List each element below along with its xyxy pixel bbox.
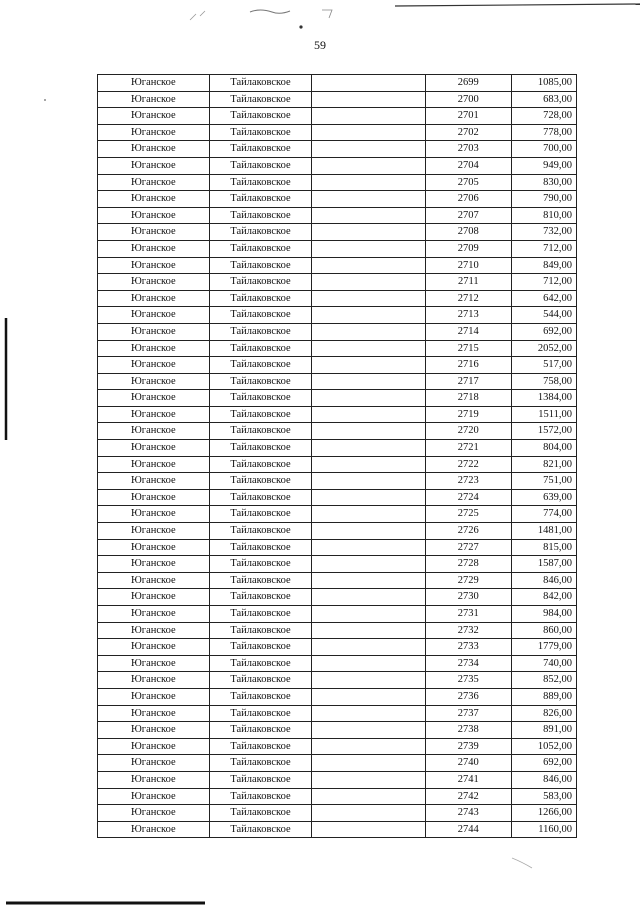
- field-name-cell: Юганское: [98, 771, 210, 788]
- deposit-name-cell: Тайлаковское: [209, 390, 312, 407]
- value-cell: 1160,00: [511, 821, 576, 838]
- value-cell: 583,00: [511, 788, 576, 805]
- well-number-cell: 2702: [426, 124, 512, 141]
- value-cell: 712,00: [511, 240, 576, 257]
- field-name-cell: Юганское: [98, 473, 210, 490]
- field-name-cell: Юганское: [98, 257, 210, 274]
- page-number: 59: [314, 38, 326, 52]
- table-row: [98, 622, 577, 639]
- deposit-name-cell: Тайлаковское: [209, 622, 312, 639]
- deposit-name-cell: Тайлаковское: [209, 440, 312, 457]
- field-name-cell: Юганское: [98, 207, 210, 224]
- value-cell: 751,00: [511, 473, 576, 490]
- value-cell: 842,00: [511, 589, 576, 606]
- empty-cell: [312, 157, 426, 174]
- field-name-cell: Юганское: [98, 606, 210, 623]
- well-number-cell: 2708: [426, 224, 512, 241]
- well-number-cell: 2716: [426, 357, 512, 374]
- field-name-cell: Юганское: [98, 290, 210, 307]
- empty-cell: [312, 556, 426, 573]
- table-row: [98, 738, 577, 755]
- well-number-cell: 2743: [426, 805, 512, 822]
- table-row: [98, 174, 577, 191]
- deposit-name-cell: Тайлаковское: [209, 207, 312, 224]
- empty-cell: [312, 141, 426, 158]
- empty-cell: [312, 688, 426, 705]
- empty-cell: [312, 523, 426, 540]
- table-row: [98, 639, 577, 656]
- empty-cell: [312, 340, 426, 357]
- field-name-cell: Юганское: [98, 788, 210, 805]
- well-number-cell: 2738: [426, 722, 512, 739]
- empty-cell: [312, 91, 426, 108]
- deposit-name-cell: Тайлаковское: [209, 805, 312, 822]
- well-number-cell: 2713: [426, 307, 512, 324]
- field-name-cell: Юганское: [98, 556, 210, 573]
- deposit-name-cell: Тайлаковское: [209, 141, 312, 158]
- deposit-name-cell: Тайлаковское: [209, 91, 312, 108]
- value-cell: 774,00: [511, 506, 576, 523]
- empty-cell: [312, 473, 426, 490]
- field-name-cell: Юганское: [98, 722, 210, 739]
- table-row: [98, 224, 577, 241]
- empty-cell: [312, 489, 426, 506]
- empty-cell: [312, 274, 426, 291]
- empty-cell: [312, 440, 426, 457]
- value-cell: 852,00: [511, 672, 576, 689]
- field-name-cell: Юганское: [98, 506, 210, 523]
- deposit-name-cell: Тайлаковское: [209, 124, 312, 141]
- empty-cell: [312, 755, 426, 772]
- well-number-cell: 2725: [426, 506, 512, 523]
- value-cell: 728,00: [511, 108, 576, 125]
- deposit-name-cell: Тайлаковское: [209, 191, 312, 208]
- well-number-cell: 2731: [426, 606, 512, 623]
- value-cell: 804,00: [511, 440, 576, 457]
- field-name-cell: Юганское: [98, 157, 210, 174]
- value-cell: 790,00: [511, 191, 576, 208]
- value-cell: 692,00: [511, 323, 576, 340]
- field-name-cell: Юганское: [98, 406, 210, 423]
- table-row: [98, 755, 577, 772]
- table-row: [98, 340, 577, 357]
- value-cell: 821,00: [511, 456, 576, 473]
- field-name-cell: Юганское: [98, 141, 210, 158]
- well-number-cell: 2699: [426, 75, 512, 92]
- well-number-cell: 2737: [426, 705, 512, 722]
- value-cell: 984,00: [511, 606, 576, 623]
- well-number-cell: 2715: [426, 340, 512, 357]
- scan-top-edge-line: [395, 4, 640, 6]
- field-name-cell: Юганское: [98, 307, 210, 324]
- field-name-cell: Юганское: [98, 738, 210, 755]
- field-name-cell: Юганское: [98, 75, 210, 92]
- deposit-name-cell: Тайлаковское: [209, 340, 312, 357]
- table-row: [98, 506, 577, 523]
- well-number-cell: 2722: [426, 456, 512, 473]
- field-name-cell: Юганское: [98, 688, 210, 705]
- field-name-cell: Юганское: [98, 489, 210, 506]
- table-row: [98, 473, 577, 490]
- value-cell: 1266,00: [511, 805, 576, 822]
- field-name-cell: Юганское: [98, 274, 210, 291]
- empty-cell: [312, 456, 426, 473]
- field-name-cell: Юганское: [98, 340, 210, 357]
- table-row: [98, 771, 577, 788]
- table-row: [98, 307, 577, 324]
- empty-cell: [312, 224, 426, 241]
- well-number-cell: 2720: [426, 423, 512, 440]
- empty-cell: [312, 357, 426, 374]
- deposit-name-cell: Тайлаковское: [209, 290, 312, 307]
- deposit-name-cell: Тайлаковское: [209, 224, 312, 241]
- table-row: [98, 157, 577, 174]
- field-name-cell: Юганское: [98, 91, 210, 108]
- table-row: [98, 539, 577, 556]
- table-row: [98, 722, 577, 739]
- well-number-cell: 2704: [426, 157, 512, 174]
- table-row: [98, 523, 577, 540]
- empty-cell: [312, 373, 426, 390]
- table-row: [98, 290, 577, 307]
- table-row: [98, 705, 577, 722]
- well-number-cell: 2730: [426, 589, 512, 606]
- deposit-name-cell: Тайлаковское: [209, 456, 312, 473]
- deposit-name-cell: Тайлаковское: [209, 174, 312, 191]
- well-number-cell: 2717: [426, 373, 512, 390]
- field-name-cell: Юганское: [98, 108, 210, 125]
- well-number-cell: 2703: [426, 141, 512, 158]
- value-cell: 1481,00: [511, 523, 576, 540]
- empty-cell: [312, 539, 426, 556]
- scan-speck-bottom-right: [512, 858, 532, 868]
- empty-cell: [312, 805, 426, 822]
- empty-cell: [312, 572, 426, 589]
- field-name-cell: Юганское: [98, 655, 210, 672]
- records-table: [97, 74, 577, 838]
- value-cell: 860,00: [511, 622, 576, 639]
- field-name-cell: Юганское: [98, 456, 210, 473]
- table-row: [98, 688, 577, 705]
- deposit-name-cell: Тайлаковское: [209, 506, 312, 523]
- empty-cell: [312, 672, 426, 689]
- deposit-name-cell: Тайлаковское: [209, 473, 312, 490]
- empty-cell: [312, 606, 426, 623]
- field-name-cell: Юганское: [98, 805, 210, 822]
- field-name-cell: Юганское: [98, 174, 210, 191]
- value-cell: 712,00: [511, 274, 576, 291]
- value-cell: 815,00: [511, 539, 576, 556]
- well-number-cell: 2727: [426, 539, 512, 556]
- scan-speck-top-left: [190, 11, 205, 20]
- deposit-name-cell: Тайлаковское: [209, 589, 312, 606]
- table-row: [98, 191, 577, 208]
- empty-cell: [312, 821, 426, 838]
- empty-cell: [312, 738, 426, 755]
- deposit-name-cell: Тайлаковское: [209, 821, 312, 838]
- table-row: [98, 489, 577, 506]
- well-number-cell: 2724: [426, 489, 512, 506]
- table-row: [98, 274, 577, 291]
- value-cell: 642,00: [511, 290, 576, 307]
- empty-cell: [312, 257, 426, 274]
- field-name-cell: Юганское: [98, 357, 210, 374]
- well-number-cell: 2742: [426, 788, 512, 805]
- value-cell: 1052,00: [511, 738, 576, 755]
- deposit-name-cell: Тайлаковское: [209, 423, 312, 440]
- deposit-name-cell: Тайлаковское: [209, 788, 312, 805]
- deposit-name-cell: Тайлаковское: [209, 75, 312, 92]
- value-cell: 889,00: [511, 688, 576, 705]
- table-row: [98, 655, 577, 672]
- table-row: [98, 373, 577, 390]
- field-name-cell: Юганское: [98, 539, 210, 556]
- scan-dot-left: [44, 99, 46, 101]
- table-row: [98, 606, 577, 623]
- empty-cell: [312, 589, 426, 606]
- value-cell: 846,00: [511, 572, 576, 589]
- field-name-cell: Юганское: [98, 323, 210, 340]
- value-cell: 740,00: [511, 655, 576, 672]
- deposit-name-cell: Тайлаковское: [209, 307, 312, 324]
- empty-cell: [312, 639, 426, 656]
- deposit-name-cell: Тайлаковское: [209, 240, 312, 257]
- table-row: [98, 456, 577, 473]
- value-cell: 810,00: [511, 207, 576, 224]
- deposit-name-cell: Тайлаковское: [209, 323, 312, 340]
- empty-cell: [312, 722, 426, 739]
- table-row: [98, 357, 577, 374]
- well-number-cell: 2701: [426, 108, 512, 125]
- deposit-name-cell: Тайлаковское: [209, 539, 312, 556]
- empty-cell: [312, 406, 426, 423]
- empty-cell: [312, 506, 426, 523]
- empty-cell: [312, 622, 426, 639]
- scan-dot: [299, 25, 302, 28]
- well-number-cell: 2729: [426, 572, 512, 589]
- well-number-cell: 2718: [426, 390, 512, 407]
- field-name-cell: Юганское: [98, 440, 210, 457]
- field-name-cell: Юганское: [98, 224, 210, 241]
- value-cell: 1779,00: [511, 639, 576, 656]
- well-number-cell: 2739: [426, 738, 512, 755]
- deposit-name-cell: Тайлаковское: [209, 771, 312, 788]
- table-row: [98, 240, 577, 257]
- table-row: [98, 805, 577, 822]
- deposit-name-cell: Тайлаковское: [209, 556, 312, 573]
- deposit-name-cell: Тайлаковское: [209, 274, 312, 291]
- deposit-name-cell: Тайлаковское: [209, 688, 312, 705]
- scan-speck-top-right: [322, 10, 332, 18]
- empty-cell: [312, 323, 426, 340]
- value-cell: 849,00: [511, 257, 576, 274]
- table-row: [98, 406, 577, 423]
- well-number-cell: 2710: [426, 257, 512, 274]
- well-number-cell: 2744: [426, 821, 512, 838]
- value-cell: 683,00: [511, 91, 576, 108]
- field-name-cell: Юганское: [98, 191, 210, 208]
- table-row: [98, 423, 577, 440]
- records-table-body: [98, 75, 577, 838]
- well-number-cell: 2712: [426, 290, 512, 307]
- empty-cell: [312, 307, 426, 324]
- field-name-cell: Юганское: [98, 572, 210, 589]
- empty-cell: [312, 240, 426, 257]
- table-row: [98, 440, 577, 457]
- deposit-name-cell: Тайлаковское: [209, 523, 312, 540]
- value-cell: 846,00: [511, 771, 576, 788]
- deposit-name-cell: Тайлаковское: [209, 357, 312, 374]
- well-number-cell: 2732: [426, 622, 512, 639]
- field-name-cell: Юганское: [98, 639, 210, 656]
- field-name-cell: Юганское: [98, 821, 210, 838]
- deposit-name-cell: Тайлаковское: [209, 755, 312, 772]
- empty-cell: [312, 174, 426, 191]
- field-name-cell: Юганское: [98, 589, 210, 606]
- deposit-name-cell: Тайлаковское: [209, 406, 312, 423]
- field-name-cell: Юганское: [98, 423, 210, 440]
- deposit-name-cell: Тайлаковское: [209, 738, 312, 755]
- value-cell: 1085,00: [511, 75, 576, 92]
- value-cell: 758,00: [511, 373, 576, 390]
- table-row: [98, 572, 577, 589]
- deposit-name-cell: Тайлаковское: [209, 157, 312, 174]
- value-cell: 692,00: [511, 755, 576, 772]
- well-number-cell: 2700: [426, 91, 512, 108]
- empty-cell: [312, 207, 426, 224]
- empty-cell: [312, 655, 426, 672]
- empty-cell: [312, 191, 426, 208]
- empty-cell: [312, 705, 426, 722]
- value-cell: 1511,00: [511, 406, 576, 423]
- well-number-cell: 2706: [426, 191, 512, 208]
- empty-cell: [312, 771, 426, 788]
- well-number-cell: 2736: [426, 688, 512, 705]
- deposit-name-cell: Тайлаковское: [209, 672, 312, 689]
- deposit-name-cell: Тайлаковское: [209, 639, 312, 656]
- table-row: [98, 788, 577, 805]
- value-cell: 830,00: [511, 174, 576, 191]
- value-cell: 778,00: [511, 124, 576, 141]
- value-cell: 639,00: [511, 489, 576, 506]
- well-number-cell: 2721: [426, 440, 512, 457]
- table-row: [98, 91, 577, 108]
- deposit-name-cell: Тайлаковское: [209, 489, 312, 506]
- deposit-name-cell: Тайлаковское: [209, 572, 312, 589]
- well-number-cell: 2741: [426, 771, 512, 788]
- empty-cell: [312, 290, 426, 307]
- well-number-cell: 2714: [426, 323, 512, 340]
- table-row: [98, 821, 577, 838]
- field-name-cell: Юганское: [98, 523, 210, 540]
- empty-cell: [312, 423, 426, 440]
- deposit-name-cell: Тайлаковское: [209, 373, 312, 390]
- deposit-name-cell: Тайлаковское: [209, 108, 312, 125]
- deposit-name-cell: Тайлаковское: [209, 722, 312, 739]
- field-name-cell: Юганское: [98, 373, 210, 390]
- empty-cell: [312, 124, 426, 141]
- empty-cell: [312, 108, 426, 125]
- deposit-name-cell: Тайлаковское: [209, 606, 312, 623]
- value-cell: 1587,00: [511, 556, 576, 573]
- table-row: [98, 108, 577, 125]
- deposit-name-cell: Тайлаковское: [209, 655, 312, 672]
- well-number-cell: 2728: [426, 556, 512, 573]
- field-name-cell: Юганское: [98, 672, 210, 689]
- well-number-cell: 2733: [426, 639, 512, 656]
- value-cell: 826,00: [511, 705, 576, 722]
- field-name-cell: Юганское: [98, 755, 210, 772]
- well-number-cell: 2707: [426, 207, 512, 224]
- deposit-name-cell: Тайлаковское: [209, 257, 312, 274]
- well-number-cell: 2740: [426, 755, 512, 772]
- value-cell: 891,00: [511, 722, 576, 739]
- table-row: [98, 390, 577, 407]
- value-cell: 949,00: [511, 157, 576, 174]
- table-row: [98, 207, 577, 224]
- field-name-cell: Юганское: [98, 622, 210, 639]
- well-number-cell: 2711: [426, 274, 512, 291]
- table-row: [98, 556, 577, 573]
- value-cell: 517,00: [511, 357, 576, 374]
- table-row: [98, 323, 577, 340]
- field-name-cell: Юганское: [98, 390, 210, 407]
- field-name-cell: Юганское: [98, 240, 210, 257]
- well-number-cell: 2705: [426, 174, 512, 191]
- table-row: [98, 257, 577, 274]
- value-cell: 1384,00: [511, 390, 576, 407]
- deposit-name-cell: Тайлаковское: [209, 705, 312, 722]
- scan-smudge-top: [250, 10, 290, 13]
- empty-cell: [312, 390, 426, 407]
- well-number-cell: 2726: [426, 523, 512, 540]
- table-row: [98, 124, 577, 141]
- value-cell: 1572,00: [511, 423, 576, 440]
- empty-cell: [312, 788, 426, 805]
- value-cell: 732,00: [511, 224, 576, 241]
- value-cell: 2052,00: [511, 340, 576, 357]
- table-row: [98, 75, 577, 92]
- field-name-cell: Юганское: [98, 705, 210, 722]
- well-number-cell: 2735: [426, 672, 512, 689]
- table-row: [98, 589, 577, 606]
- field-name-cell: Юганское: [98, 124, 210, 141]
- table-row: [98, 672, 577, 689]
- well-number-cell: 2709: [426, 240, 512, 257]
- value-cell: 700,00: [511, 141, 576, 158]
- table-row: [98, 141, 577, 158]
- well-number-cell: 2734: [426, 655, 512, 672]
- well-number-cell: 2719: [426, 406, 512, 423]
- value-cell: 544,00: [511, 307, 576, 324]
- empty-cell: [312, 75, 426, 92]
- well-number-cell: 2723: [426, 473, 512, 490]
